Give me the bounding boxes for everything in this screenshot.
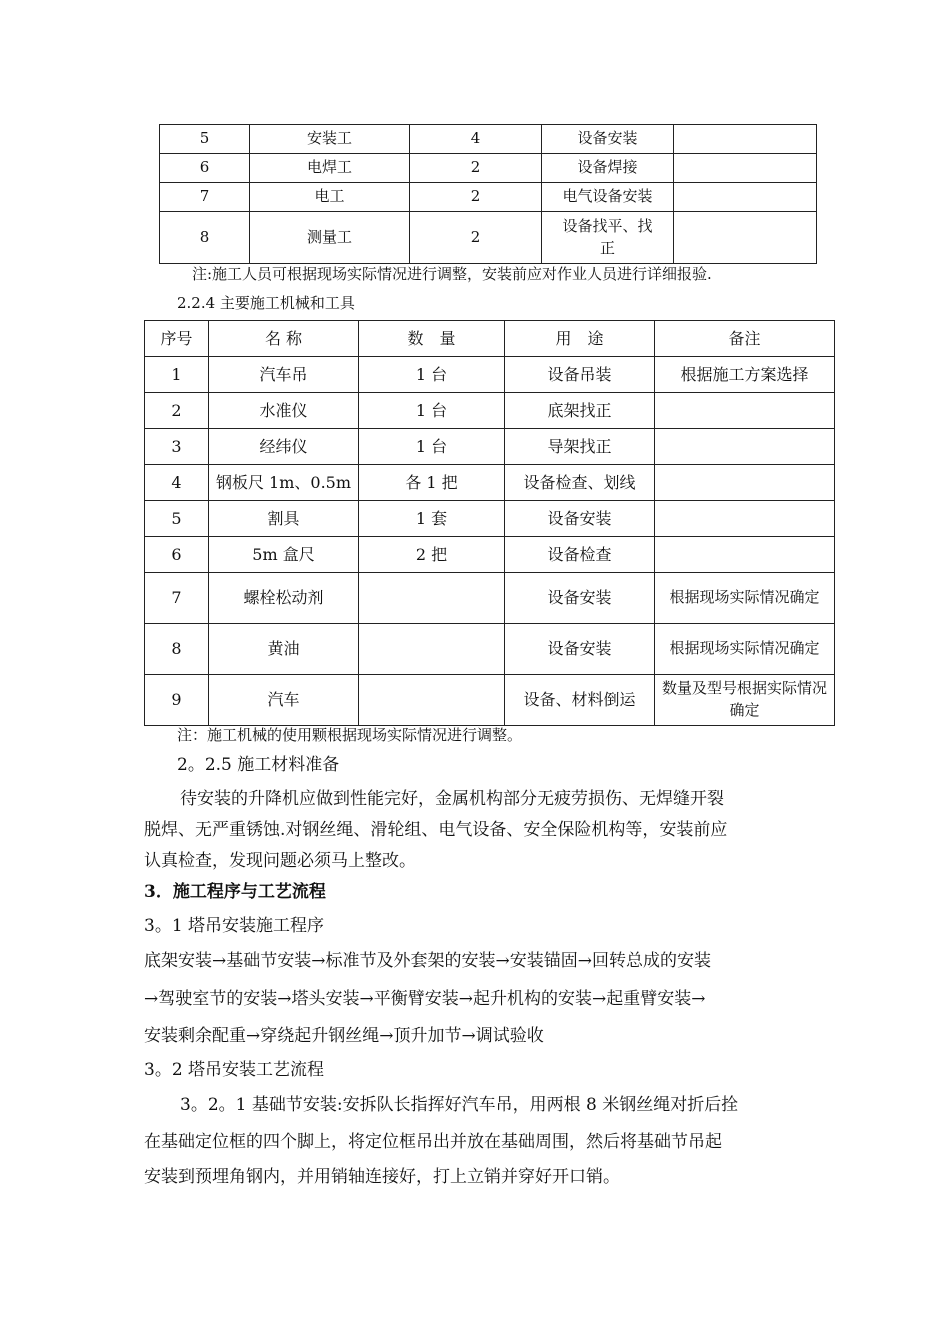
table-row	[145, 357, 835, 393]
cell	[655, 393, 835, 429]
cell: 5m 盒尺	[209, 537, 359, 573]
cell: 设备找平、找正	[542, 212, 674, 264]
paragraph-line: 3。2。1 基础节安装:安拆队长指挥好汽车吊，用两根 8 米钢丝绳对折后拴	[180, 1095, 739, 1115]
table-row	[160, 183, 817, 212]
cell: 根据施工方案选择	[655, 357, 835, 393]
table-row	[145, 465, 835, 501]
table-row	[145, 501, 835, 537]
cell: 1	[145, 357, 209, 393]
equipment-table	[144, 320, 835, 726]
cell: 数量及型号根据实际情况确定	[655, 675, 835, 726]
cell: 2 把	[359, 537, 505, 573]
section-heading-3: 3．施工程序与工艺流程	[144, 882, 326, 902]
cell: 4	[145, 465, 209, 501]
cell: 7	[145, 573, 209, 624]
cell: 汽车吊	[209, 357, 359, 393]
column-header: 名 称	[209, 321, 359, 357]
cell: 设备、材料倒运	[505, 675, 655, 726]
cell: 6	[160, 154, 250, 183]
paragraph-line: 认真检查，发现问题必须马上整改。	[144, 851, 416, 871]
cell: 汽车	[209, 675, 359, 726]
cell: 1 套	[359, 501, 505, 537]
cell: 1 台	[359, 429, 505, 465]
cell: 2	[145, 393, 209, 429]
cell: 安装工	[250, 125, 410, 154]
flow-line: 底架安装→基础节安装→标准节及外套架的安装→安装锚固→回转总成的安装	[144, 951, 711, 971]
cell: 8	[145, 624, 209, 675]
cell: 导架找正	[505, 429, 655, 465]
cell: 设备安装	[505, 624, 655, 675]
cell	[674, 212, 817, 264]
paragraph-line: 安装到预埋角钢内，并用销轴连接好，打上立销并穿好开口销。	[144, 1167, 620, 1187]
cell: 9	[145, 675, 209, 726]
column-header: 用 途	[505, 321, 655, 357]
cell: 8	[160, 212, 250, 264]
cell	[674, 125, 817, 154]
section-heading-31: 3。1 塔吊安装施工程序	[144, 916, 325, 936]
cell: 1 台	[359, 357, 505, 393]
paragraph-line: 在基础定位框的四个脚上，将定位框吊出并放在基础周围，然后将基础节吊起	[144, 1132, 722, 1152]
cell: 7	[160, 183, 250, 212]
table-row	[145, 537, 835, 573]
staff-note: 注:施工人员可根据现场实际情况进行调整，安装前应对作业人员进行详细报验.	[192, 265, 712, 283]
cell: 设备安装	[505, 573, 655, 624]
table-row	[160, 154, 817, 183]
cell: 设备安装	[542, 125, 674, 154]
cell: 电工	[250, 183, 410, 212]
cell: 电焊工	[250, 154, 410, 183]
cell	[359, 624, 505, 675]
column-header: 序号	[145, 321, 209, 357]
cell: 根据现场实际情况确定	[655, 624, 835, 675]
cell: 黄油	[209, 624, 359, 675]
cell: 3	[145, 429, 209, 465]
cell	[674, 183, 817, 212]
table-row	[145, 393, 835, 429]
flow-line: 安装剩余配重→穿绕起升钢丝绳→顶升加节→调试验收	[144, 1026, 544, 1046]
cell	[655, 501, 835, 537]
column-header: 备注	[655, 321, 835, 357]
cell: 螺栓松动剂	[209, 573, 359, 624]
flow-line: →驾驶室节的安装→塔头安装→平衡臂安装→起升机构的安装→起重臂安装→	[144, 989, 706, 1009]
column-header: 数 量	[359, 321, 505, 357]
cell: 测量工	[250, 212, 410, 264]
cell	[359, 573, 505, 624]
cell: 设备吊装	[505, 357, 655, 393]
cell: 设备检查、划线	[505, 465, 655, 501]
equipment-note: 注：施工机械的使用颗根据现场实际情况进行调整。	[177, 726, 523, 744]
cell: 割具	[209, 501, 359, 537]
table-row	[160, 125, 817, 154]
cell: 水准仪	[209, 393, 359, 429]
cell: 2	[410, 212, 542, 264]
cell	[655, 537, 835, 573]
table-row	[145, 675, 835, 726]
paragraph-line: 待安装的升降机应做到性能完好，金属机构部分无疲劳损伤、无焊缝开裂	[180, 789, 724, 809]
cell: 6	[145, 537, 209, 573]
cell: 5	[160, 125, 250, 154]
cell: 根据现场实际情况确定	[655, 573, 835, 624]
cell: 各 1 把	[359, 465, 505, 501]
cell: 底架找正	[505, 393, 655, 429]
table-header-row	[145, 321, 835, 357]
section-heading-225: 2。2.5 施工材料准备	[177, 755, 340, 775]
cell	[655, 429, 835, 465]
table-row	[145, 429, 835, 465]
table-row	[160, 212, 817, 264]
table-row	[145, 573, 835, 624]
cell: 设备焊接	[542, 154, 674, 183]
cell: 2	[410, 154, 542, 183]
cell: 钢板尺 1m、0.5m	[209, 465, 359, 501]
cell: 经纬仪	[209, 429, 359, 465]
cell: 设备检查	[505, 537, 655, 573]
section-heading-32: 3。2 塔吊安装工艺流程	[144, 1060, 325, 1080]
section-heading-224: 2.2.4 主要施工机械和工具	[177, 294, 355, 312]
staff-table	[159, 124, 817, 264]
cell: 2	[410, 183, 542, 212]
cell: 电气设备安装	[542, 183, 674, 212]
cell	[655, 465, 835, 501]
table-row	[145, 624, 835, 675]
cell	[359, 675, 505, 726]
cell: 4	[410, 125, 542, 154]
cell	[674, 154, 817, 183]
cell: 1 台	[359, 393, 505, 429]
cell: 设备安装	[505, 501, 655, 537]
cell: 5	[145, 501, 209, 537]
paragraph-line: 脱焊、无严重锈蚀.对钢丝绳、滑轮组、电气设备、安全保险机构等，安装前应	[144, 820, 728, 840]
